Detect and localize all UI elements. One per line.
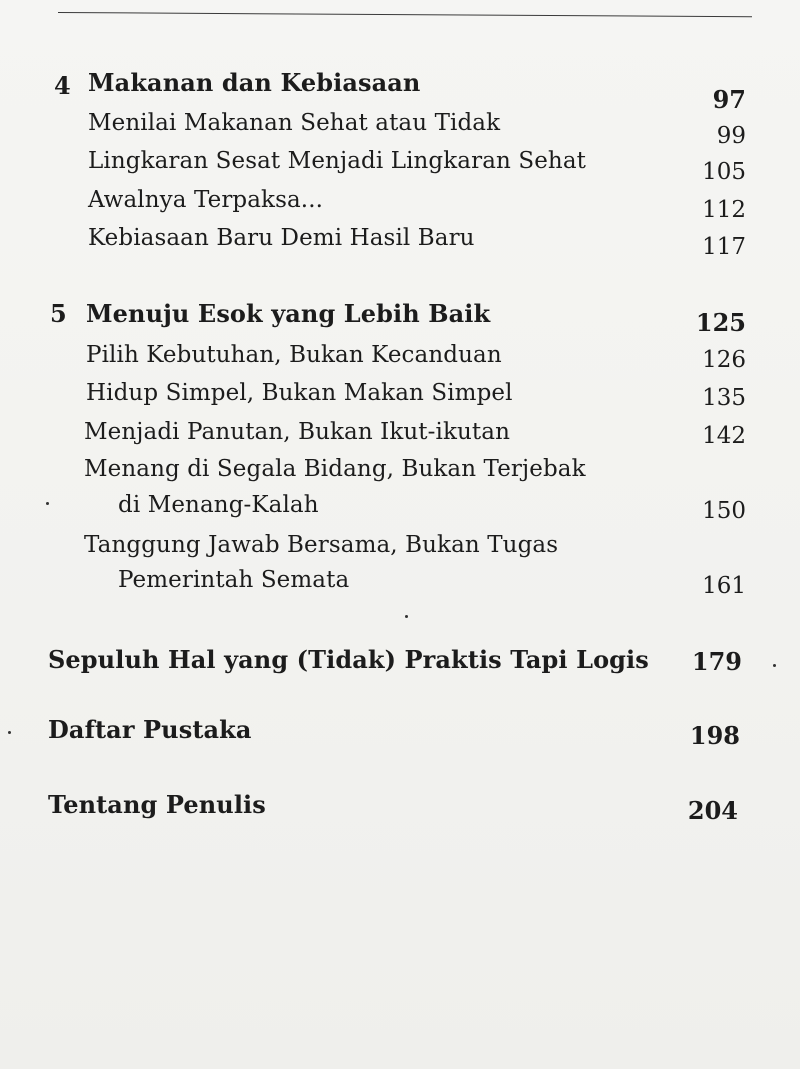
backmatter-3-title: Tentang Penulis: [48, 790, 266, 819]
backmatter-2-title: Daftar Pustaka: [48, 715, 252, 744]
section-5-4-page: 150: [702, 498, 746, 524]
top-rule-divider: [58, 12, 752, 17]
section-4-4-title: Kebiasaan Baru Demi Hasil Baru: [88, 225, 475, 251]
section-4-2-page: 105: [702, 159, 746, 185]
section-4-4-page: 117: [702, 234, 746, 260]
section-4-3-title: Awalnya Terpaksa...: [88, 187, 324, 213]
chapter-5-number: 5: [50, 299, 67, 328]
chapter-4-title: Makanan dan Kebiasaan: [88, 68, 421, 97]
chapter-5-title: Menuju Esok yang Lebih Baik: [86, 299, 491, 328]
section-4-1-title: Menilai Makanan Sehat atau Tidak: [88, 110, 501, 136]
section-5-2-title: Hidup Simpel, Bukan Makan Simpel: [86, 380, 513, 406]
paper-speck: [46, 502, 49, 505]
section-5-5-title: Tanggung Jawab Bersama, Bukan Tugas: [84, 532, 559, 558]
chapter-4-number: 4: [54, 71, 71, 100]
backmatter-2-page: 198: [689, 721, 740, 750]
backmatter-3-page: 204: [687, 796, 738, 825]
paper-speck: [8, 731, 11, 734]
section-5-4-title: Menang di Segala Bidang, Bukan Terjebak: [84, 456, 586, 482]
section-4-3-page: 112: [702, 197, 746, 223]
chapter-4-page: 97: [712, 85, 746, 114]
paper-speck: [773, 664, 776, 667]
section-5-1-page: 126: [702, 347, 746, 373]
section-5-3-title: Menjadi Panutan, Bukan Ikut-ikutan: [84, 419, 510, 445]
section-4-2-title: Lingkaran Sesat Menjadi Lingkaran Sehat: [88, 148, 586, 174]
section-5-5-page: 161: [702, 573, 746, 599]
section-5-5-continuation: Pemerintah Semata: [118, 567, 350, 593]
section-5-3-page: 142: [702, 423, 746, 449]
paper-speck: [405, 615, 408, 618]
chapter-5-page: 125: [695, 308, 746, 337]
section-5-4-continuation: di Menang-Kalah: [118, 492, 319, 518]
backmatter-1-title: Sepuluh Hal yang (Tidak) Praktis Tapi Logis: [48, 645, 649, 674]
section-5-1-title: Pilih Kebutuhan, Bukan Kecanduan: [86, 342, 502, 368]
backmatter-1-page: 179: [691, 647, 742, 676]
section-5-2-page: 135: [702, 385, 746, 411]
section-4-1-page: 99: [716, 123, 746, 149]
